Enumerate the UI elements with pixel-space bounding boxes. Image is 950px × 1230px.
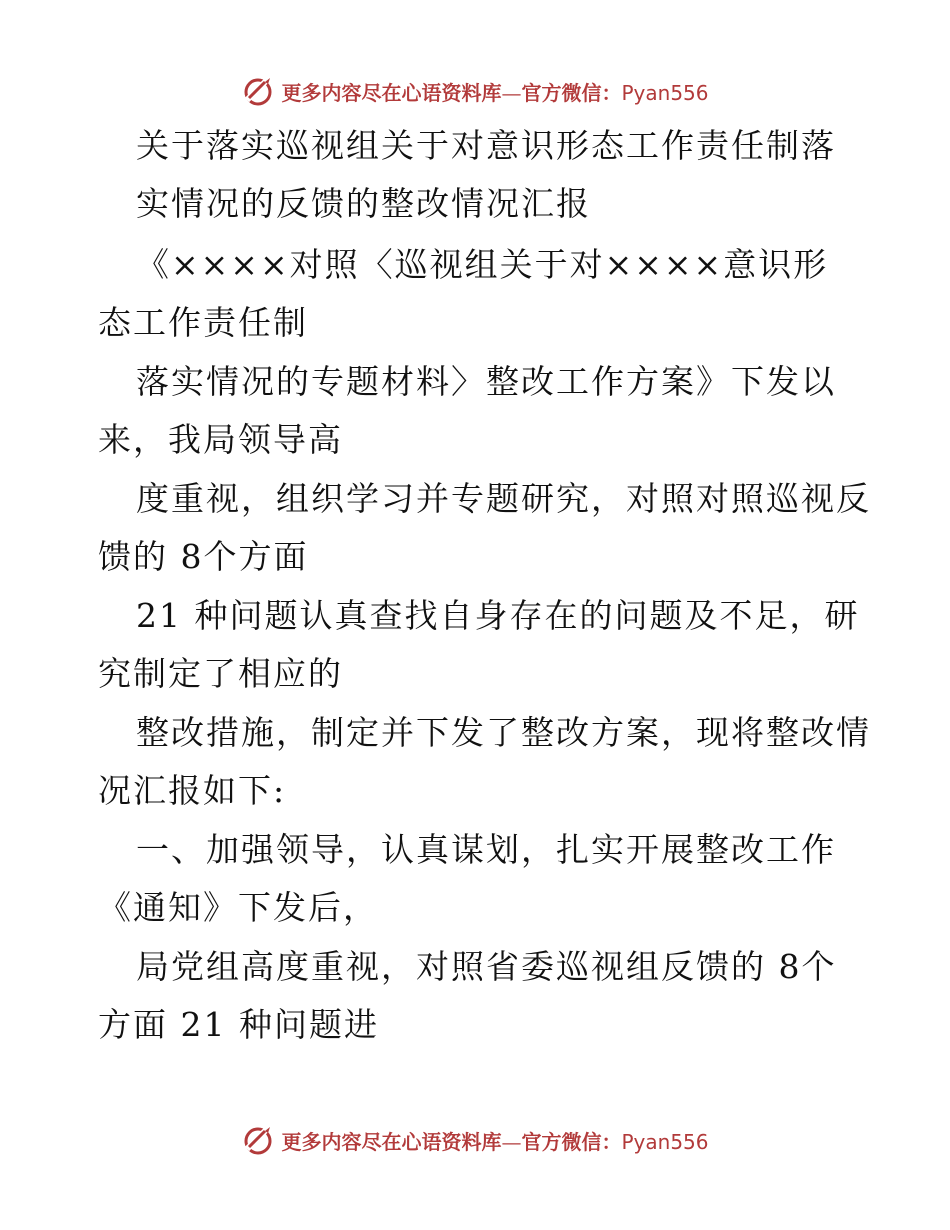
pen-logo-icon: [241, 1123, 275, 1157]
text-line: 《通知》下发后，: [98, 888, 378, 927]
watermark-text: 更多内容尽在心语资料库—官方微信：Pyan556: [281, 80, 709, 105]
pen-logo-icon: [241, 74, 275, 108]
text-line: 馈的 8个方面: [98, 537, 309, 576]
text-line: 整改措施，制定并下发了整改方案，现将整改情: [136, 713, 871, 752]
text-line: 度重视，组织学习并专题研究，对照对照巡视反: [136, 479, 871, 518]
title-line-2: 实情况的反馈的整改情况汇报: [136, 184, 591, 223]
watermark-text: 更多内容尽在心语资料库—官方微信：Pyan556: [281, 1129, 709, 1154]
text-line: 方面 21 种问题进: [98, 1005, 379, 1044]
text-line: 《××××对照〈巡视组关于对××××意识形: [136, 245, 829, 284]
footer-watermark-banner: [0, 1120, 950, 1160]
text-line: 况汇报如下:: [98, 771, 287, 810]
section-heading: 一、加强领导，认真谋划，扎实开展整改工作: [136, 830, 836, 869]
text-line: 态工作责任制: [98, 303, 308, 342]
text-line: 局党组高度重视，对照省委巡视组反馈的 8个: [136, 947, 837, 986]
header-watermark-banner: [0, 71, 950, 111]
text-line: 21 种问题认真查找自身存在的问题及不足，研: [136, 596, 860, 635]
text-line: 落实情况的专题材料〉整改工作方案》下发以: [136, 362, 836, 401]
title-line-1: 关于落实巡视组关于对意识形态工作责任制落: [136, 126, 836, 165]
text-line: 来，我局领导高: [98, 420, 343, 459]
text-line: 究制定了相应的: [98, 654, 343, 693]
